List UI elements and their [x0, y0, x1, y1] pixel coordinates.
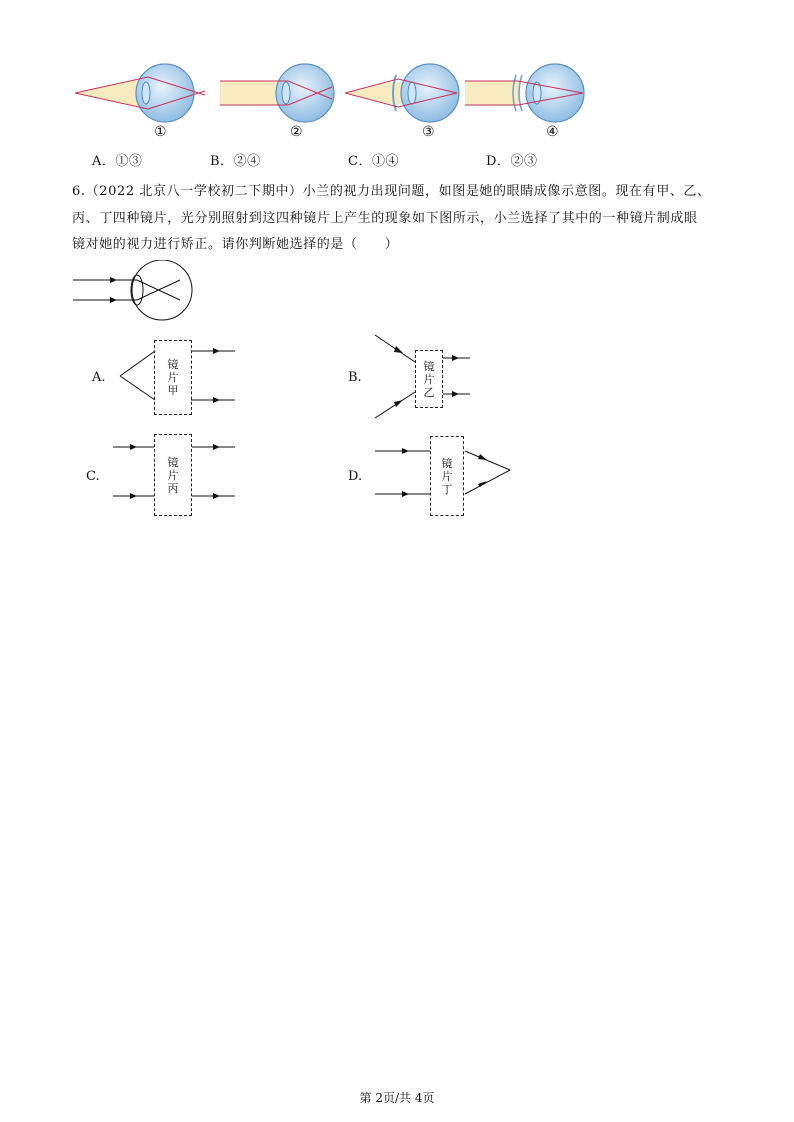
prev-option-b[interactable]: B．②④: [210, 154, 261, 169]
eye-figure-label-2: ②: [290, 124, 303, 140]
eye-figure-label-3: ③: [422, 124, 435, 140]
prev-option-d[interactable]: D．②③: [486, 154, 538, 169]
prev-option-c[interactable]: C．①④: [348, 154, 399, 169]
eye-figure-label-1: ①: [154, 124, 167, 140]
eye-imaging-diagram: [70, 260, 200, 325]
eye-figures: [70, 55, 600, 140]
option-c-label[interactable]: C.: [86, 469, 100, 484]
option-a-label[interactable]: A.: [92, 370, 106, 385]
page-footer: 第 2页/共 4页: [359, 1091, 435, 1105]
eye-figure-1: [75, 64, 205, 122]
eye-figure-3: [345, 64, 459, 122]
lens-ding: 镜 片 丁: [430, 436, 464, 516]
lens-jia: 镜 片 甲: [154, 340, 192, 415]
question-6-line-2: 丙、丁四种镜片，光分别照射到这四种镜片上产生的现象如下图所示，小兰选择了其中的一种镜片制成眼: [72, 211, 698, 226]
question-6-line-1: 6.（2022 北京八一学校初二下期中）小兰的视力出现问题，如图是她的眼睛成像示意图。现在有甲、乙、: [72, 184, 711, 199]
question-6-line-3: 镜对她的视力进行矫正。请你判断她选择的是（ ）: [72, 237, 399, 252]
eye-figure-2: [220, 64, 334, 122]
eye-figure-4: [465, 64, 584, 122]
option-d-label[interactable]: D.: [348, 469, 363, 484]
option-b-label[interactable]: B.: [348, 370, 362, 385]
eye-figure-label-4: ④: [546, 124, 559, 140]
lens-yi: 镜 片 乙: [415, 350, 443, 408]
prev-option-a[interactable]: A．①③: [92, 154, 143, 169]
lens-bing: 镜 片 丙: [154, 434, 192, 516]
